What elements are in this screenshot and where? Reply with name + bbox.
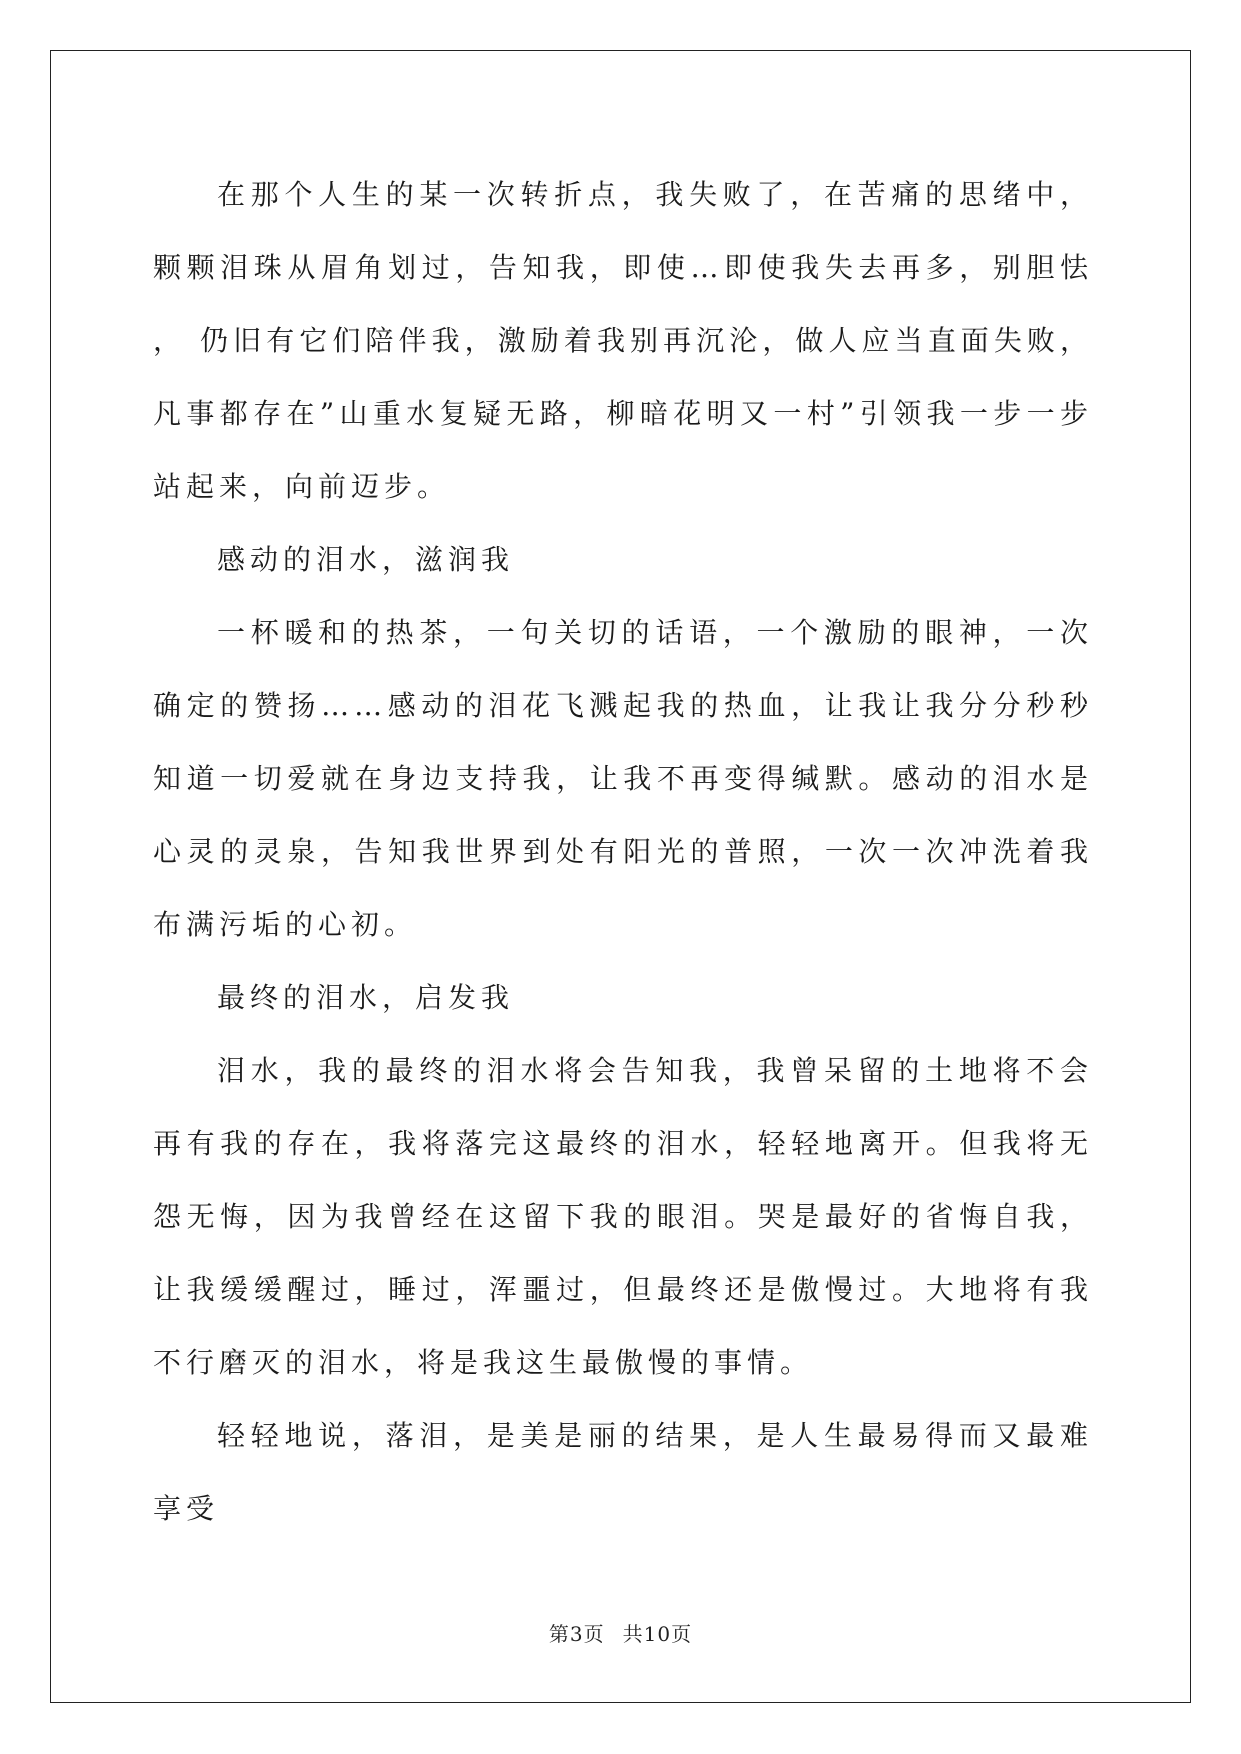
page-footer [0, 1618, 1241, 1647]
paragraph-2: 一杯暖和的热茶，一句关切的话语，一个激励的眼神，一次确定的赞扬……感动的泪花飞溅起我的热血，让我让我分分秒秒知道一切爱就在身边支持我，让我不再变得缄默。感动的泪水是心灵的灵泉，告知我世界到处有阳光的普照，一次一次冲洗着我布满污垢的心初。 [153, 616, 1093, 941]
paragraph-4: 轻轻地说，落泪，是美是丽的结果，是人生最易得而又最难享受 [153, 1419, 1093, 1525]
document-body [153, 158, 1093, 1545]
paragraph-1: 在那个人生的某一次转折点，我失败了，在苦痛的思绪中，颗颗泪珠从眉角划过，告知我，即使…即使我失去再多，别胆怯 ， 仍旧有它们陪伴我，激励着我别再沉沦，做人应当直面失败，凡事都存在”山重水复疑无路，柳暗花明又一村”引领我一步一步站起来，向前迈步。 [153, 178, 1093, 503]
page-total: 共10页 [622, 1622, 693, 1646]
paragraph-3: 泪水，我的最终的泪水将会告知我，我曾呆留的土地将不会再有我的存在，我将落完这最终的泪水，轻轻地离开。但我将无怨无悔，因为我曾经在这留下我的眼泪。哭是最好的省悔自我，让我缓缓醒过，睡过，浑噩过，但最终还是傲慢过。大地将有我不行磨灭的泪水，将是我这生最傲慢的事情。 [153, 1054, 1093, 1379]
section-heading-moved-tears: 感动的泪水，滋润我 [217, 543, 515, 576]
page-number: 第3页 [548, 1622, 605, 1646]
section-heading-final-tears: 最终的泪水，启发我 [217, 981, 515, 1014]
